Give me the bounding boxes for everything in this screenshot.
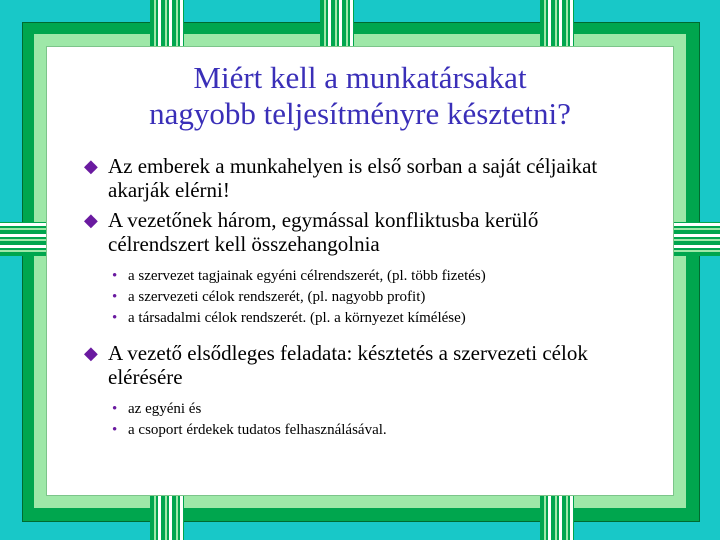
bullet-text-2: A vezetőnek három, egymással konfliktusba kerülő célrendszert kell összehangolnia [108, 208, 539, 256]
sub-item [112, 420, 644, 441]
bullet-item-1 [84, 154, 644, 202]
sub-item-text: a szervezeti célok rendszerét, (pl. nagyobb profit) [128, 289, 426, 305]
sub-item-text: az egyéni és [128, 401, 202, 417]
sub-item [112, 399, 644, 420]
title-line-1: Miért kell a munkatársakat [193, 60, 527, 95]
dot-bullet-icon: • [112, 310, 118, 326]
diamond-bullet-icon: ◆ [84, 210, 98, 230]
bullet-item-3 [84, 341, 644, 389]
sub-item-text: a társadalmi célok rendszerét. (pl. a környezet kímélése) [128, 310, 466, 326]
bullet-text-1: Az emberek a munkahelyen is első sorban a saját céljaikat akarják elérni! [108, 154, 598, 202]
title-line-2: nagyobb teljesítményre késztetni? [149, 96, 571, 131]
dot-bullet-icon: • [112, 401, 118, 417]
sub-item [112, 287, 644, 308]
dot-bullet-icon: • [112, 422, 118, 438]
bullet-item-2 [84, 208, 644, 256]
slide-content [84, 154, 644, 453]
slide-title [46, 60, 674, 132]
diamond-bullet-icon: ◆ [84, 156, 98, 176]
dot-bullet-icon: • [112, 289, 118, 305]
sub-item-text: a csoport érdekek tudatos felhasználásával. [128, 422, 387, 438]
diamond-bullet-icon: ◆ [84, 343, 98, 363]
sublist-2 [112, 266, 644, 329]
sub-item [112, 308, 644, 329]
sub-item [112, 266, 644, 287]
dot-bullet-icon: • [112, 268, 118, 284]
sublist-3 [112, 399, 644, 441]
bullet-text-3: A vezető elsődleges feladata: késztetés a szervezeti célok elérésére [108, 341, 588, 389]
sub-item-text: a szervezet tagjainak egyéni célrendszerét, (pl. több fizetés) [128, 268, 486, 284]
